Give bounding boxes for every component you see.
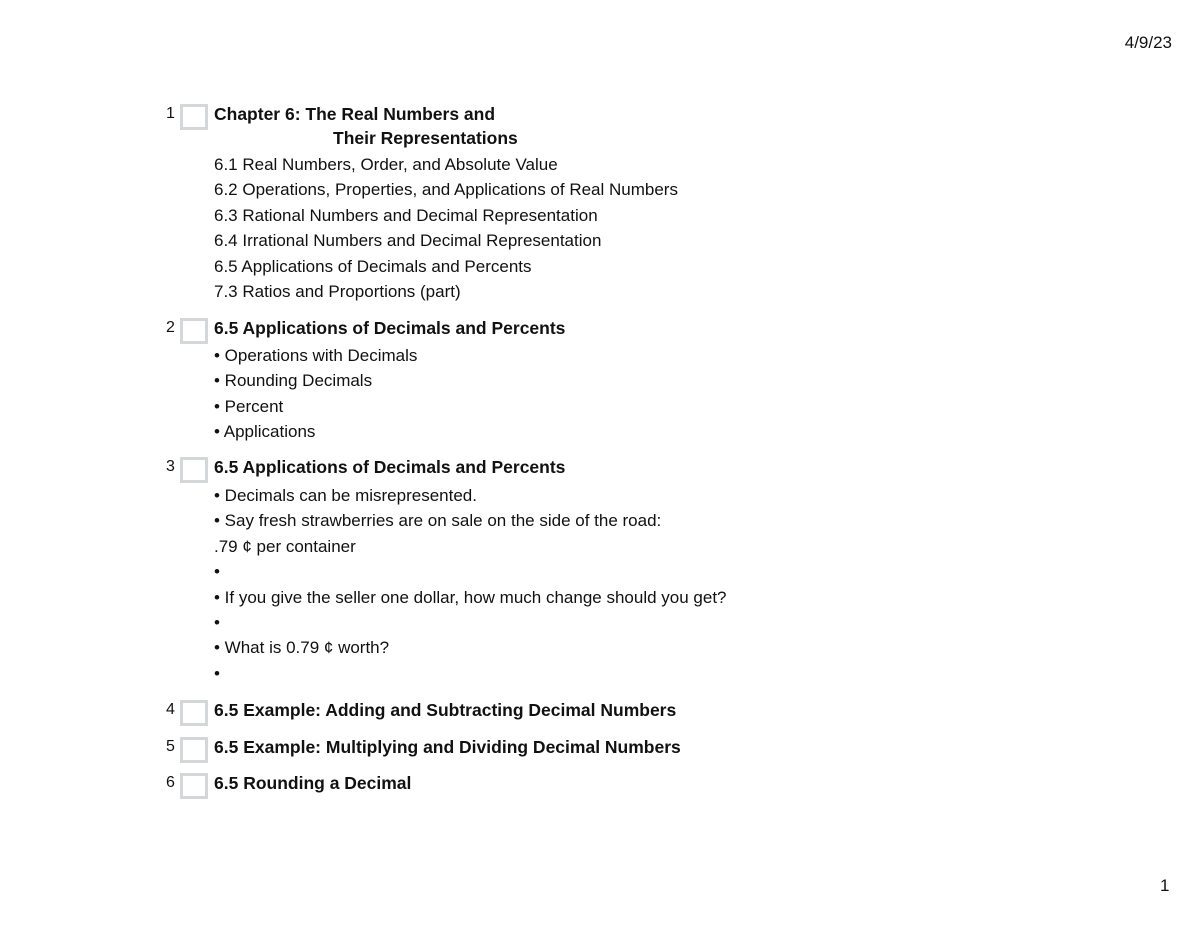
slide-number: 5 bbox=[166, 738, 175, 755]
bullet-line: • Rounding Decimals bbox=[214, 371, 373, 391]
slide-title-line-2: Their Representations bbox=[333, 128, 518, 148]
slide-title: 6.5 Applications of Decimals and Percents bbox=[214, 457, 566, 477]
slide-thumbnail-checkbox[interactable] bbox=[180, 773, 208, 799]
body-line: 6.1 Real Numbers, Order, and Absolute Value bbox=[214, 155, 558, 174]
bullet-line: • Operations with Decimals bbox=[214, 346, 418, 365]
body-line: 6.4 Irrational Numbers and Decimal Representation bbox=[214, 231, 602, 251]
body-line: 6.5 Applications of Decimals and Percents bbox=[214, 256, 532, 276]
slide-title: 6.5 Applications of Decimals and Percents bbox=[214, 318, 566, 338]
bullet-line: • Say fresh strawberries are on sale on the side of the road: bbox=[214, 511, 662, 531]
slide-thumbnail-checkbox[interactable] bbox=[180, 737, 208, 763]
slide-number: 4 bbox=[166, 701, 175, 718]
bullet-line: • bbox=[214, 562, 220, 582]
bullet-line: • bbox=[214, 663, 220, 683]
slide-number: 6 bbox=[166, 774, 175, 791]
slide-body bbox=[214, 343, 417, 445]
slide-body bbox=[214, 152, 678, 304]
page-number: 1 bbox=[1160, 876, 1170, 895]
slide-title bbox=[214, 104, 518, 149]
slide-thumbnail-checkbox[interactable] bbox=[180, 457, 208, 483]
body-line: 6.2 Operations, Properties, and Applications of Real Numbers bbox=[214, 180, 678, 200]
slide-thumbnail-checkbox[interactable] bbox=[180, 104, 208, 130]
slide-number: 2 bbox=[166, 319, 175, 336]
bullet-line: • Applications bbox=[214, 422, 316, 442]
bullet-line: • Percent bbox=[214, 396, 284, 416]
bullet-line: • If you give the seller one dollar, how much change should you get? bbox=[214, 587, 727, 607]
slide-thumbnail-checkbox[interactable] bbox=[180, 700, 208, 726]
bullet-line: • Decimals can be misrepresented. bbox=[214, 486, 477, 505]
bullet-line: • What is 0.79 ¢ worth? bbox=[214, 638, 390, 658]
slide-number: 1 bbox=[166, 105, 175, 122]
price-line: .79 ¢ per container bbox=[214, 536, 356, 556]
bullet-line: • bbox=[214, 612, 220, 632]
slide-title-line-1: Chapter 6: The Real Numbers and bbox=[214, 104, 496, 124]
slide-thumbnail-checkbox[interactable] bbox=[180, 318, 208, 344]
body-line: 6.3 Rational Numbers and Decimal Representation bbox=[214, 205, 598, 225]
slide-title: 6.5 Example: Adding and Subtracting Decimal Numbers bbox=[214, 700, 677, 720]
slide-body bbox=[214, 483, 727, 686]
slide-title: 6.5 Example: Multiplying and Dividing Decimal Numbers bbox=[214, 737, 681, 757]
slide-number: 3 bbox=[166, 458, 175, 475]
print-date: 4/9/23 bbox=[1124, 33, 1172, 52]
body-line: 7.3 Ratios and Proportions (part) bbox=[214, 281, 461, 301]
slide-title: 6.5 Rounding a Decimal bbox=[214, 773, 412, 793]
